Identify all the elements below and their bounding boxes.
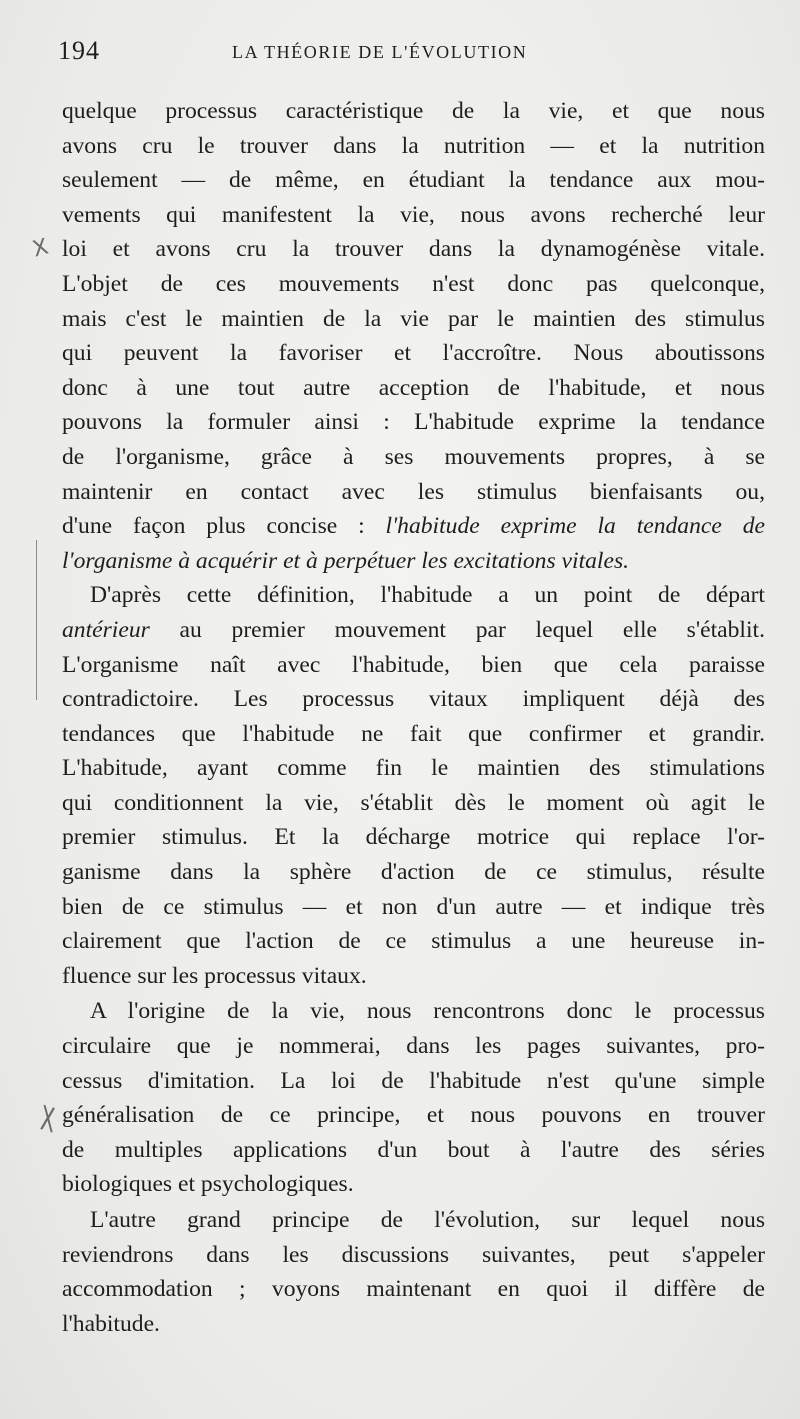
text-line-italic <box>62 544 765 579</box>
text-line: circulaire que je nommerai, dans les pages suivantes, pro- <box>62 1033 765 1060</box>
text-line: reviendrons dans les discussions suivantes, peut s'appeler <box>62 1241 765 1268</box>
italic-definition: l'habitude exprime la tendance de <box>385 513 765 540</box>
text-line: l'habitude. <box>62 1310 160 1337</box>
text-line: de l'organisme, grâce à ses mouvements propres, à se <box>62 443 765 470</box>
text-line: avons cru le trouver dans la nutrition — et la nutrition <box>62 132 765 159</box>
margin-annotation-mark: X <box>38 1098 57 1142</box>
text-fragment: au premier mouvement par lequel elle s'établit. <box>179 616 765 643</box>
margin-annotation-mark: X <box>30 234 52 263</box>
italic-word: antérieur <box>62 616 150 643</box>
text-line: fluence sur les processus vitaux. <box>62 962 367 989</box>
text-line: de multiples applications d'un bout à l'autre des séries <box>62 1136 765 1163</box>
text-line: premier stimulus. Et la décharge motrice qui replace l'or- <box>62 824 765 851</box>
text-line: donc à une tout autre acception de l'habitude, et nous <box>62 374 765 401</box>
text-line: ganisme dans la sphère d'action de ce stimulus, résulte <box>62 859 765 886</box>
text-line: clairement que l'action de ce stimulus a une heureuse in- <box>62 928 765 955</box>
text-line: quelque processus caractéristique de la vie, et que nous <box>62 98 765 124</box>
margin-pencil-bracket <box>36 540 41 700</box>
text-line: loi et avons cru la trouver dans la dynamogénèse vitale. <box>62 236 765 263</box>
text-line-mixed <box>62 509 765 544</box>
text-line: pouvons la formuler ainsi : L'habitude exprime la tendance <box>62 409 765 436</box>
text-line: bien de ce stimulus — et non d'un autre — et indique très <box>62 893 765 920</box>
body-text <box>62 94 765 1341</box>
italic-definition: l'organisme à acquérir et à perpétuer les excitations vitales. <box>62 547 630 574</box>
text-line: biologiques et psychologiques. <box>62 1171 354 1198</box>
text-line: généralisation de ce principe, et nous pouvons en trouver <box>62 1102 765 1129</box>
text-line-mixed <box>62 613 765 648</box>
text-line: qui conditionnent la vie, s'établit dès le moment où agit le <box>62 789 765 816</box>
page-number: 194 <box>58 36 100 65</box>
running-title: LA THÉORIE DE L'ÉVOLUTION <box>232 42 528 62</box>
text-line: tendances que l'habitude ne fait que confirmer et grandir. <box>62 720 765 747</box>
text-line: maintenir en contact avec les stimulus bienfaisants ou, <box>62 478 765 505</box>
text-line: contradictoire. Les processus vitaux impliquent déjà des <box>62 686 765 713</box>
text-fragment: d'une façon plus concise : <box>62 513 365 540</box>
text-line: accommodation ; voyons maintenant en quoi il diffère de <box>62 1276 765 1303</box>
paragraph-start-line: A l'origine de la vie, nous rencontrons donc le processus <box>90 998 765 1025</box>
page-header <box>0 36 800 66</box>
text-line: vements qui manifestent la vie, nous avons recherché leur <box>62 201 765 228</box>
text-line: L'objet de ces mouvements n'est donc pas quelconque, <box>62 270 765 297</box>
text-line: qui peuvent la favoriser et l'accroître. Nous aboutissons <box>62 340 765 367</box>
paragraph-start-line: L'autre grand principe de l'évolution, sur lequel nous <box>90 1207 765 1233</box>
text-line: L'organisme naît avec l'habitude, bien que cela paraisse <box>62 651 765 678</box>
text-line: seulement — de même, en étudiant la tendance aux mou- <box>62 167 765 194</box>
paragraph-start-line: D'après cette définition, l'habitude a un point de départ <box>90 582 765 609</box>
text-line: L'habitude, ayant comme fin le maintien des stimulations <box>62 755 765 782</box>
text-line: cessus d'imitation. La loi de l'habitude n'est qu'une simple <box>62 1067 765 1094</box>
text-line: mais c'est le maintien de la vie par le maintien des stimulus <box>62 305 765 332</box>
